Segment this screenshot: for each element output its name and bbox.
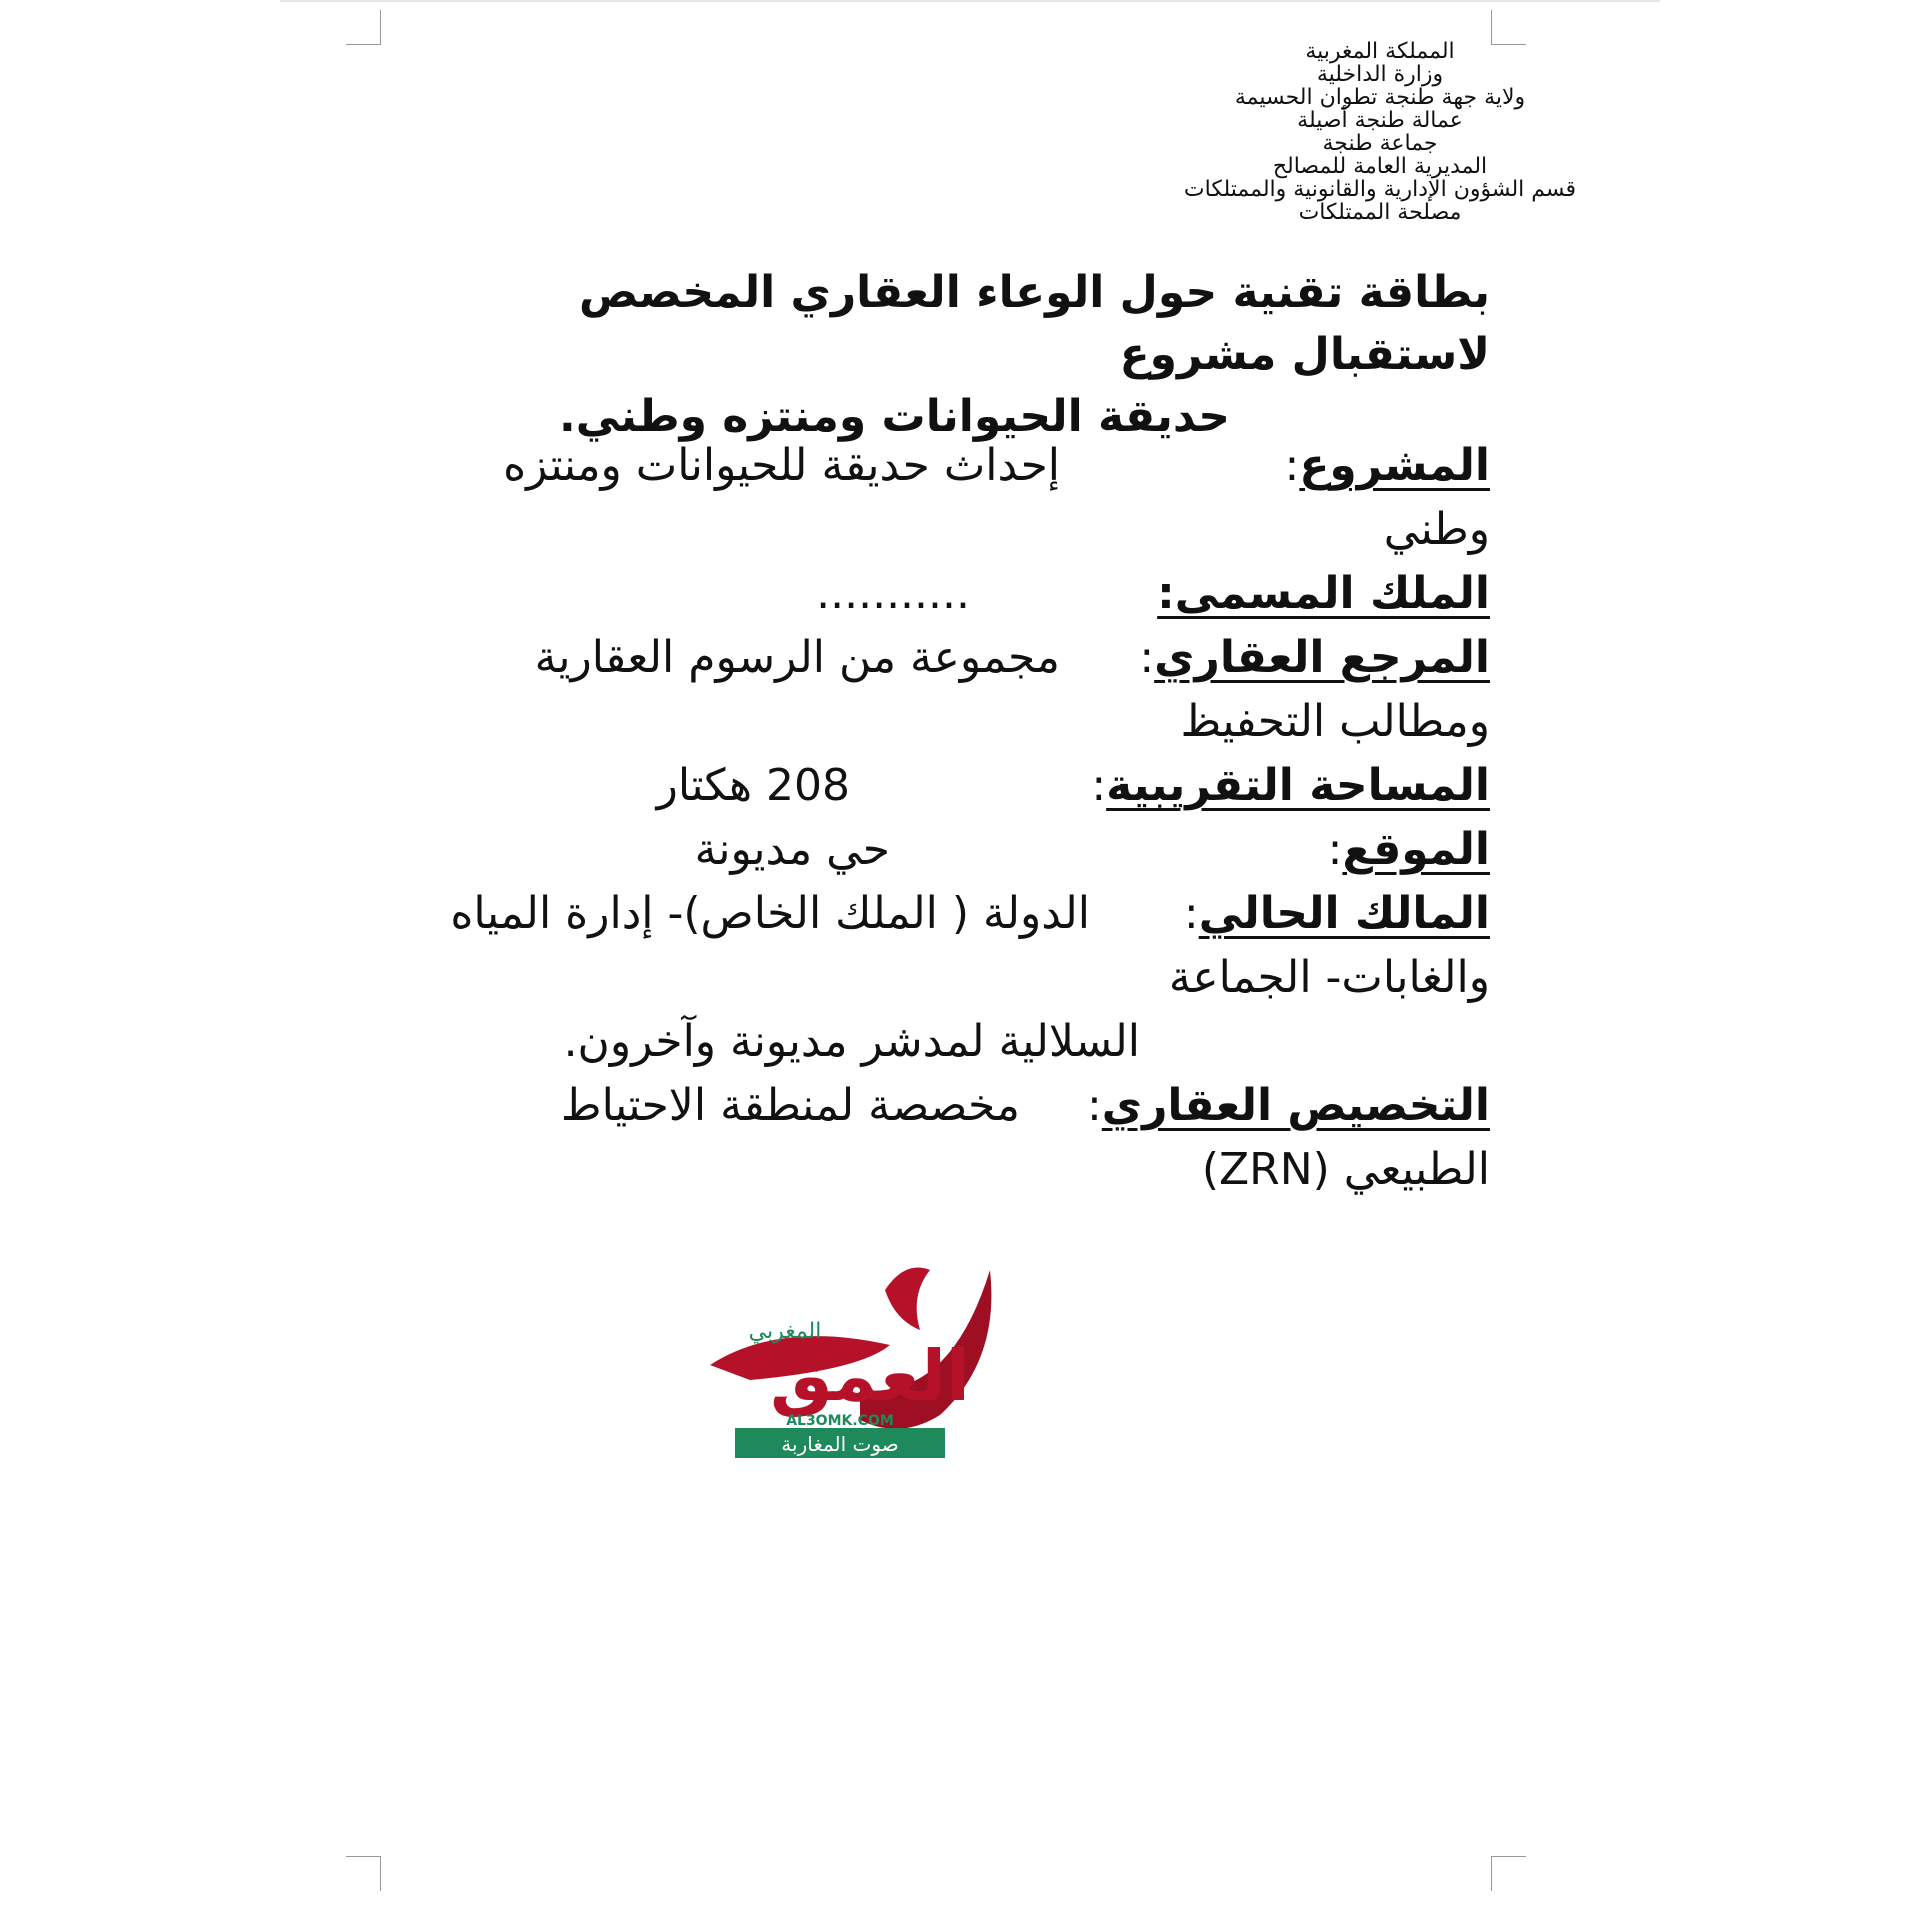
field-label: الموقع (1342, 824, 1490, 875)
field-colon: : (1284, 440, 1300, 491)
al3omk-logo (690, 1250, 1050, 1470)
field-current-owner (400, 888, 1490, 952)
logo-tagline: صوت المغاربة (781, 1432, 899, 1456)
letterhead-line: عمالة طنجة أصيلة (1297, 108, 1463, 133)
field-location (400, 824, 1490, 888)
field-value-continuation: وطني (1383, 504, 1490, 555)
title-line-2: حديقة الحيوانات ومنتزه وطني. (559, 391, 1230, 442)
field-label: المشروع (1299, 440, 1490, 491)
field-label: المساحة التقريبية (1106, 760, 1490, 811)
field-value-continuation: ومطالب التحفيظ (1180, 696, 1490, 747)
field-area (400, 760, 1490, 824)
field-label: التخصيص العقاري (1101, 1080, 1490, 1131)
letterhead-line: المملكة المغربية (1305, 39, 1455, 64)
field-project (400, 440, 1490, 504)
field-value: 208 هكتار (656, 760, 850, 811)
crop-mark-top-left (346, 10, 381, 45)
field-value: ........... (816, 568, 970, 619)
title-line-1: بطاقة تقنية حول الوعاء العقاري المخصص لاستقبال مشروع (578, 267, 1490, 380)
technical-card-fields (400, 440, 1490, 1208)
field-label: المالك الحالي (1198, 888, 1490, 939)
field-property-name (400, 568, 1490, 632)
field-label: الملك المسمى: (1157, 568, 1490, 619)
field-value: مخصصة لمنطقة الاحتياط (560, 1080, 1020, 1131)
logo-subtitle: المغربي (748, 1319, 822, 1344)
field-value: مجموعة من الرسوم العقارية (534, 632, 1060, 683)
letterhead-line: المديرية العامة للمصالح (1272, 154, 1488, 179)
letterhead-line: وزارة الداخلية (1316, 62, 1444, 87)
letterhead-line: ولاية جهة طنجة تطوان الحسيمة (1234, 85, 1526, 110)
crop-mark-bottom-right (1491, 1856, 1526, 1891)
field-colon: : (1086, 1080, 1102, 1131)
logo-swoosh (885, 1268, 930, 1331)
logo-site: AL3OMK.COM (786, 1413, 894, 1429)
document-title (380, 262, 1490, 448)
field-land-allocation (400, 1080, 1490, 1144)
field-value-continuation: السلالية لمدشر مديونة وآخرون. (563, 1016, 1140, 1067)
page-top-edge (280, 0, 1660, 2)
logo-name: العمق (770, 1335, 970, 1417)
letterhead (1140, 40, 1620, 224)
field-colon: : (1183, 888, 1199, 939)
field-colon: : (1327, 824, 1343, 875)
field-value: الدولة ( الملك الخاص)- إدارة المياه (450, 888, 1090, 939)
crop-mark-bottom-left (346, 1856, 381, 1891)
field-value: إحداث حديقة للحيوانات ومنتزه (503, 440, 1060, 491)
field-land-reference (400, 632, 1490, 696)
field-value: حي مديونة (694, 824, 890, 875)
letterhead-line: جماعة طنجة (1322, 131, 1438, 156)
field-value-continuation: الطبيعي (ZRN) (1201, 1144, 1490, 1195)
field-colon: : (1091, 760, 1107, 811)
letterhead-line: مصلحة الممتلكات (1298, 200, 1462, 225)
letterhead-line: قسم الشؤون الإدارية والقانونية والممتلكات (1183, 177, 1577, 202)
field-colon: : (1139, 632, 1155, 683)
field-value-continuation: والغابات- الجماعة (1168, 952, 1490, 1003)
field-label: المرجع العقاري (1154, 632, 1490, 683)
